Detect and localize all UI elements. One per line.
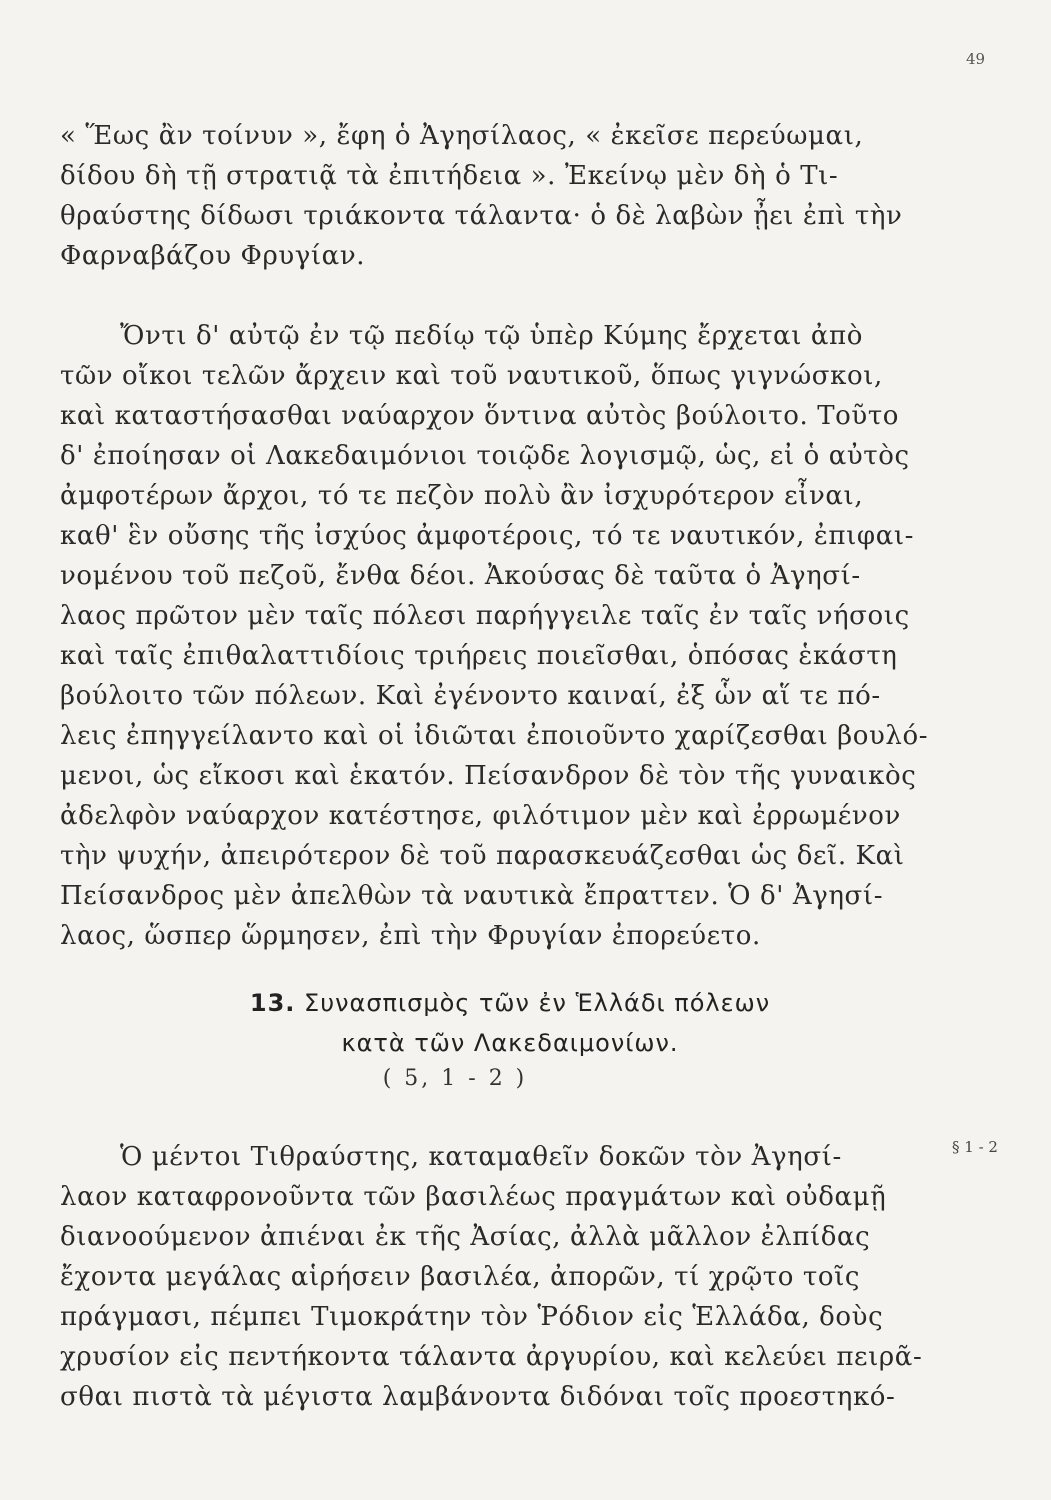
section-title-line-2: κατὰ τῶν Λακεδαιμονίων. <box>341 1029 679 1057</box>
page-number: 49 <box>966 50 986 68</box>
text-line: ἔχοντα μεγάλας αἱρήσειν βασιλέα, ἀπορῶν, τί χρῷτο τοῖς <box>60 1262 861 1292</box>
paragraph-3 <box>60 1137 923 1417</box>
section-number: 13. <box>249 989 296 1017</box>
text-line: χρυσίον εἰς πεντήκοντα τάλαντα ἀργυρίου, καὶ κελεύει πειρᾶ- <box>60 1342 923 1372</box>
section-title-line-1: Συνασπισμὸς τῶν ἐν Ἑλλάδι πόλεων <box>304 989 771 1017</box>
text-line: Ὄντι δ' αὐτῷ ἐν τῷ πεδίῳ τῷ ὑπὲρ Κύμης ἔρχεται ἀπὸ <box>120 321 863 351</box>
text-line: δ' ἐποίησαν οἱ Λακεδαιμόνιοι τοιῷδε λογισμῷ, ὡς, εἰ ὁ αὐτὸς <box>60 441 910 471</box>
text-line: τῶν οἴκοι τελῶν ἄρχειν καὶ τοῦ ναυτικοῦ, ὅπως γιγνώσκοι, <box>60 361 883 391</box>
paragraph-2 <box>60 316 929 956</box>
text-line: Ὁ μέντοι Τιθραύστης, καταμαθεῖν δοκῶν τὸν Ἀγησί- <box>120 1142 842 1172</box>
text-line: ἀδελφὸν ναύαρχον κατέστησε, φιλότιμον μὲν καὶ ἐρρωμένον <box>60 801 901 831</box>
text-line: ἀμφοτέρων ἄρχοι, τό τε πεζὸν πολὺ ἂν ἰσχυρότερον εἶναι, <box>60 481 864 511</box>
text-line: Πείσανδρος μὲν ἀπελθὼν τὰ ναυτικὰ ἔπραττεν. Ὁ δ' Ἀγησί- <box>60 881 884 911</box>
margin-note: § 1 - 2 <box>952 1138 998 1156</box>
text-line: μενοι, ὡς εἴκοσι καὶ ἑκατόν. Πείσανδρον δὲ τὸν τῆς γυναικὸς <box>60 761 917 791</box>
text-line: λεις ἐπηγγείλαντο καὶ οἱ ἰδιῶται ἐποιοῦντο χαρίζεσθαι βουλό- <box>60 721 929 751</box>
text-line: καὶ καταστήσασθαι ναύαρχον ὅντινα αὐτὸς βούλοιτο. Τοῦτο <box>60 401 900 431</box>
text-line: τὴν ψυχήν, ἀπειρότερον δὲ τοῦ παρασκευάζεσθαι ὡς δεῖ. Καὶ <box>60 841 905 871</box>
text-line: σθαι πιστὰ τὰ μέγιστα λαμβάνοντα διδόναι τοῖς προεστηκό- <box>60 1382 896 1412</box>
text-line: δίδου δὴ τῇ στρατιᾷ τὰ ἐπιτήδεια ». Ἐκείνῳ μὲν δὴ ὁ Τι- <box>60 161 839 191</box>
paragraph-1 <box>60 116 910 276</box>
text-line: θραύστης δίδωσι τριάκοντα τάλαντα· ὁ δὲ λαβὼν ᾖει ἐπὶ τὴν <box>60 201 903 231</box>
text-line: λαος, ὥσπερ ὥρμησεν, ἐπὶ τὴν Φρυγίαν ἐπορεύετο. <box>60 921 761 951</box>
text-line: διανοούμενον ἀπιέναι ἐκ τῆς Ἀσίας, ἀλλὰ μᾶλλον ἐλπίδας <box>60 1222 871 1252</box>
text-line: πράγμασι, πέμπει Τιμοκράτην τὸν Ῥόδιον εἰς Ἑλλάδα, δοὺς <box>60 1302 884 1332</box>
text-line: λαον καταφρονοῦντα τῶν βασιλέως πραγμάτων καὶ οὐδαμῇ <box>60 1182 887 1212</box>
section-title <box>60 983 960 1023</box>
text-line: καὶ ταῖς ἐπιθαλαττιδίοις τριήρεις ποιεῖσθαι, ὁπόσας ἑκάστη <box>60 641 898 671</box>
text-line: « Ἕως ἂν τοίνυν », ἔφη ὁ Ἀγησίλαος, « ἐκεῖσε περεύωμαι, <box>60 121 864 151</box>
text-line: Φαρναβάζου Φρυγίαν. <box>60 241 366 271</box>
text-line: λαος πρῶτον μὲν ταῖς πόλεσι παρήγγειλε ταῖς ἐν ταῖς νήσοις <box>60 601 910 631</box>
text-line: βούλοιτο τῶν πόλεων. Καὶ ἐγένοντο καιναί, ἐξ ὧν αἵ τε πό- <box>60 681 881 711</box>
text-line: νομένου τοῦ πεζοῦ, ἔνθα δέοι. Ἀκούσας δὲ ταῦτα ὁ Ἀγησί- <box>60 561 861 591</box>
section-reference: ( 5, 1 - 2 ) <box>382 1066 528 1091</box>
text-line: καθ' ἓν οὔσης τῆς ἰσχύος ἀμφοτέροις, τό τε ναυτικόν, ἐπιφαι- <box>60 521 915 551</box>
section-subtitle <box>60 1023 960 1063</box>
